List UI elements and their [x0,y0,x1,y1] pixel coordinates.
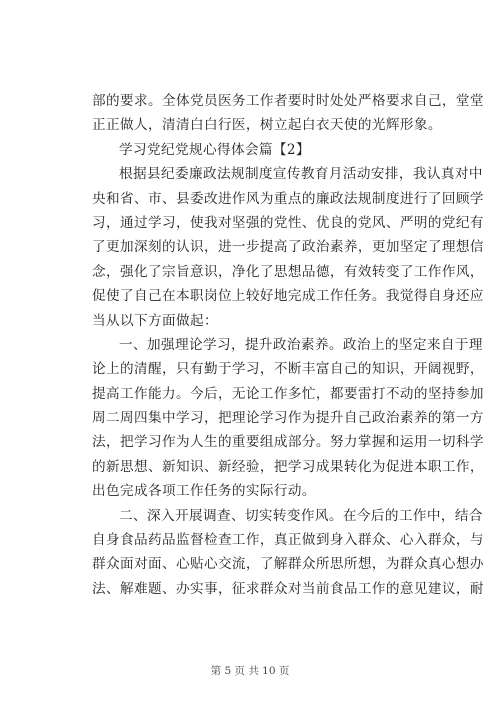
page-footer: 第 5 页 共 10 页 [210,665,290,677]
text-line: 的新思想、新知识、新经验，把学习成果转化为促进本职工作， [92,458,484,475]
text-line: 周二周四集中学习，把理论学习作为提升自己政治素养的第一方 [92,410,484,427]
text-line: 念，强化了宗旨意识，净化了思想品德，有效转变了工作作风， [92,263,484,280]
text-line: 当从以下方面做起： [92,312,218,329]
text-line: 群众面对面、心贴心交流，了解群众所思所想，为群众真心想办 [92,556,484,573]
text-line: 论上的清醒，只有勤于学习，不断丰富自己的知识，开阔视野， [92,361,484,378]
text-line: 促使了自己在本职岗位上较好地完成工作任务。我觉得自身还应 [92,288,484,305]
text-line: 正正做人，清清白白行医，树立起白衣天使的光辉形象。 [92,117,442,134]
text-line: 央和省、市、县委改进作风为重点的廉政法规制度进行了回顾学 [92,190,484,207]
text-line: 提高工作能力。今后，无论工作多忙，都要雷打不动的坚持参加 [92,385,484,402]
section-heading: 学习党纪党规心得体会篇【2】 [119,141,310,158]
text-line: 法、解难题、办实事，征求群众对当前食品工作的意见建议，耐 [92,580,484,597]
text-line: 二、深入开展调查、切实转变作风。在今后的工作中，结合 [119,507,483,524]
text-line: 一、加强理论学习，提升政治素养。政治上的坚定来自于理 [119,336,483,353]
text-line: 出色完成各项工作任务的实际行动。 [92,483,316,500]
text-line: 自身食品药品监督检查工作，真正做到身入群众、心入群众，与 [92,532,484,549]
document-body [92,89,484,601]
text-line: 习，通过学习，使我对坚强的党性、优良的党风、严明的党纪有 [92,214,484,231]
text-line: 部的要求。全体党员医务工作者要时时处处严格要求自己，堂堂 [92,93,484,109]
text-line: 法，把学习作为人生的重要组成部分。努力掌握和运用一切科学 [92,434,484,451]
text-line: 了更加深刻的认识，进一步提高了政治素养，更加坚定了理想信 [92,239,484,256]
text-line: 根据县纪委廉政法规制度宣传教育月活动安排，我认真对中 [119,166,483,183]
